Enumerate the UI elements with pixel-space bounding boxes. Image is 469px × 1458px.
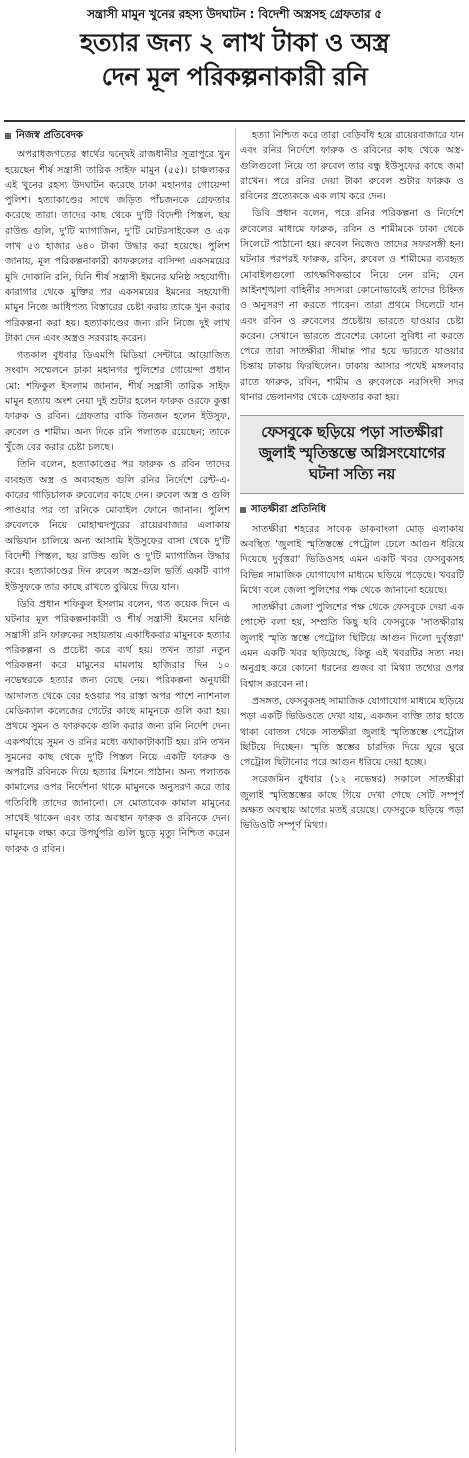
bullet-icon (5, 133, 11, 139)
second-headline-line-3: ঘটনা সত্যি নয় (308, 465, 396, 484)
article-paragraph: গতকাল বুধবার ডিএমপি মিডিয়া সেন্টারে আয়োজিত সংবাদ সম্মেলনে ঢাকা মহানগর পুলিশের গোয়েন্দা প্রধান মো: শফিকুল ইসলাম জানান, শীর্ষ সন্ত্রাসী তারিক সাইফ মামুন হত্যায় অংশ নেয়া দুই শুটার হলেন ফারুক ওরফে কুত্তা ফারুক ও রবিন। গ্রেফতার বাকি তিনজন হলেন ইউসুফ, রুবেল ও শামীম। অন্য দিকে রনি পলাতক রয়েছেন; তাকে খুঁজে বের করার চেষ্টা চলছে। (5, 350, 230, 453)
headline-line-1: হত্যার জন্য ২ লাখ টাকা ও অস্ত্র (80, 28, 389, 57)
article-column-left (5, 128, 230, 1453)
article-paragraph: হত্যা নিশ্চিত করে তারা বেড়িবাঁধ হয়ে রায়েরবাজারে যান এবং রনির নির্দেশে ফারুক ও রবিনের কাছ থেকে অস্ত্র-গুলিগুলো নিয়ে তা রুবেল তার বন্ধু ইউসুফের কাছে জমা রাখেন। পরে রনির দেয়া টাকা রুবেল শুটার ফারুক ও রবিনের প্রত্যেককে এক লাখ করে দেন। (240, 130, 464, 203)
headline-line-2: দেন মূল পরিকল্পনাকারী রনি (101, 62, 368, 91)
article-paragraph: ডিবি প্রধান বলেন, পরে রনির পরিকল্পনা ও নির্দেশে রুবেলের মাধ্যমে ফারুক, রবিন ও শামীমকে ঢাকা থেকে সিলেটে পাঠানো হয়। রুবেল নিজেও তাদের সফরসঙ্গী হন। ঘটনার পরপরই ফারুক, রবিন, রুবেল ও শামীমের ব্যবহৃত মোবাইলগুলো তাৎক্ষণিকভাবে নিয়ে নেন রনি; যেন আইনশৃঙ্খলা বাহিনীর সদস্যরা কোনোভাবেই তাদের চিহ্নিত ও অনুসরণ না করতে পারেন। তারা প্রথমে সিলেটে যান এবং রবিন ও রুবেলের প্রচেষ্টায় ভারতে যাওয়ার চেষ্টা করেন। সেখানে ভারতে প্রবেশের কোনো সুবিধা না করতে পেরে তারা সাতক্ষীরা সীমান্ত পার হয়ে ভারতে যাওয়ার চিন্তায় ঢাকায় ফিরছিলেন। ঢাকায় আসার পথেই মঙ্গলবার রাতে ফারুক, রবিন, শামীম ও রুবেলকে নরসিংদী সদর থানার ভেলানগর থেকে গ্রেফতার করা হয়। (240, 208, 464, 404)
bullet-icon (240, 507, 246, 513)
column-divider (235, 128, 236, 1453)
article-paragraph: সরেজমিন বুধবার (১২ নভেম্বর) সকালে সাতক্ষীরা জুলাই স্মৃতিস্তম্ভের কাছে গিয়ে দেখা গেছে সেটি সম্পূর্ণ অক্ষত অবস্থায় আগের মতই রয়েছে। ফেসবুকে ছড়িয়ে পড়া ভিডিওটি সম্পূর্ণ মিথ্যা। (240, 774, 464, 832)
article-paragraph: সাতক্ষীরা শহরের সাবেক ডাকবাংলা মোড় এলাকায় অবস্থিত 'জুলাই স্মৃতিস্তম্ভে পেট্রোল ঢেলে আগুন ধরিয়ে দিয়েছে দুর্বৃত্তরা' ভিডিওসহ এমন একটি খবর ফেসবুকসহ বিভিন্ন সামাজিক যোগাযোগ মাধ্যমে ছড়িয়ে পড়েছে। খবরটি মিথ্যে বলে জেলা পুলিশের পক্ষ থেকে জানানো হয়েছে। (240, 523, 464, 596)
article-byline (5, 128, 230, 143)
second-article-headline (240, 415, 464, 494)
article-paragraph: অপরাধজগতের স্বার্থের দ্বন্দ্বেই রাজধানীর সূত্রাপুরে খুন হয়েছেন শীর্ষ সন্ত্রাসী তারিক সাইফ মামুন (৫৫)। চাঞ্চল্যকর এই খুনের রহস্য উদঘাটন করেছে ঢাকা মহানগর গোয়েন্দা পুলিশ। হত্যাকাণ্ডের সাথে জড়িত পাঁচজনকে গ্রেফতার করেছে তারা। তাদের কাছ থেকে দু'টি বিদেশী পিস্তল, ছয় রাউন্ড গুলি, দু'টি ম্যাগাজিন, দু'টি মোটরসাইকেল ও এক লাখ ৫৩ হাজার ৬৪০ টাকা উদ্ধার করা হয়েছে। পুলিশ জানায়, মূল পরিকল্পনাকারী কাফরুলের বাসিন্দা একসময়ের মুদি দোকানি রনি, যিনি শীর্ষ সন্ত্রাসী ইমনের ঘনিষ্ঠ সহযোগী। কারাগার থেকে মুক্তির পর একসময়ের ইমনের সহযোগী মামুন নিজে আধিপত্য বিস্তারের চেষ্টা করায় তাকে খুন করার পরিকল্পনা করা হয়। হত্যাকাণ্ডের জন্য রনি নিজে দুই লাখ টাকা দেন এবং অস্ত্রও সরবরাহ করেন। (5, 149, 230, 344)
article-column-right (240, 128, 464, 1453)
byline-text: সাতক্ষীরা প্রতিনিধি (251, 504, 326, 516)
headline-rule (4, 120, 465, 122)
article-paragraph: সাতক্ষীরা জেলা পুলিশের পক্ষ থেকে ফেসবুকে দেয়া এক পোস্টে বলা হয়, সম্প্রতি কিছু ছবি ফেসবুকে 'সাতক্ষীরায় জুলাই স্মৃতি স্তম্ভে পেট্রোল ছিটিয়ে আগুন দিলো দুর্বৃত্তরা' এমন একটি খবর ছড়িয়েছে, কিন্তু এই খবরটির সত্য নয়। অনুগ্রহ করে কোনো ধরনের গুজব বা মিথ্যা তথ্যের ওপর বিশ্বাস করবেন না। (240, 602, 464, 690)
article-paragraph: ডিবি প্রধান শফিকুল ইসলাম বলেন, গত কয়েক দিনে এ ঘটনার মূল পরিকল্পনাকারী ও শীর্ষ সন্ত্রাসী ইমনের ঘনিষ্ঠ সন্ত্রাসী রনি ফারুকের সহায়তায় একাধিকবার মামুনকে হত্যার পরিকল্পনা ও প্রচেষ্টা করে ব্যর্থ হয়। তখন তারা নতুন পরিকল্পনা করে মামুনের মামলায় হাজিরার দিন ১০ নভেম্বরকে হত্যার জন্য বেছে নেয়। পরিকল্পনা অনুযায়ী আদালত থেকে বের হওয়ার পর রাস্তা অপর পাশে ন্যাশনাল মেডিক্যাল কলেজের গেটের কাছে মামুনকে গুলি করা হয়। প্রথমে সুমন ও ফারুককে গুলি করার জন্য রনি নির্দেশ দেন। একপর্যায়ে সুমন ও রনির মধ্যে কথাকাটাকাটি হয়। রনি তখন সুমনের কাছ থেকে দু'টি পিস্তল নিয়ে একটি ফারুক ও অপরটি রবিনকে দিয়ে হত্যার মিশনে পাঠান। অন্য পলাতক কামালের ওপর নির্দেশনা থাকে মামুনকে অনুসরণ করে তার গতিবিধি তাদের জানানো। সে মোতাবেক কামাল মামুনের সাথেই থাকেন এবং তার অবস্থান ফারুক ও রবিনকে দেন। মামুনকে লক্ষ্য করে উপর্যুপরি গুলি ছুড়ে মৃত্যু নিশ্চিত করেন ফারুক ও রবিন। (5, 598, 230, 855)
article-paragraph: তিনি বলেন, হত্যাকাণ্ডের পর ফারুক ও রবিন তাদের ব্যবহৃত অস্ত্র ও অব্যবহৃত গুলি রনির নির্দেশে রেন্ট-এ-কারের গাড়িচালক রুবেলের কাছে দেন। রুবেল অস্ত্র ও গুলি পাওয়ার পর তা রনিকে মোবাইল ফোনে জানান। পুলিশ রুবেলকে নিয়ে মোহাম্মদপুরের রায়েরবাজার এলাকায় অভিযান চালিয়ে অন্য আসামি ইউসুফের বাসা থেকে দু'টি বিদেশী পিস্তল, ছয় রাউন্ড গুলি ও দু'টি ম্যাগাজিন উদ্ধার করে। হত্যাকাণ্ডের দিন রুবেল অস্ত্র-গুলি ভর্তি একটি ব্যাগ ইউসুফকে তার কাছে রাখতে বুঝিয়ে দিয়ে যান। (5, 459, 230, 593)
kicker-line: সন্ত্রাসী মামুন খুনের রহস্য উদঘাটন : বিদেশী অস্ত্রসহ গ্রেফতার ৫ (87, 7, 382, 21)
byline-text: নিজস্ব প্রতিবেদক (16, 130, 84, 141)
second-article-byline (240, 502, 464, 517)
second-headline-line-2: জুলাই স্মৃতিস্তম্ভে অগ্নিসংযোগের (258, 444, 446, 463)
second-headline-line-1: ফেসবুকে ছড়িয়ে পড়া সাতক্ষীরা (261, 423, 443, 442)
article-paragraph: প্রসঙ্গত, ফেসবুকসহ সামাজিক যোগাযোগ মাধ্যমে ছড়িয়ে পড়া একটি ভিডিওতে দেখা যায়, একজন ব্যক্তি তার হাতে থাকা বোতল থেকে সাতক্ষীরা জুলাই স্মৃতিস্তম্ভে পেট্রোল ছিটিয়ে দিচ্ছেন। স্মৃতি স্তম্ভের চারদিক দিয়ে ঘুরে ঘুরে পেট্রোল ছিটানোর পরে আগুন ধরিয়ে দেয়া হচ্ছে। (240, 695, 464, 769)
